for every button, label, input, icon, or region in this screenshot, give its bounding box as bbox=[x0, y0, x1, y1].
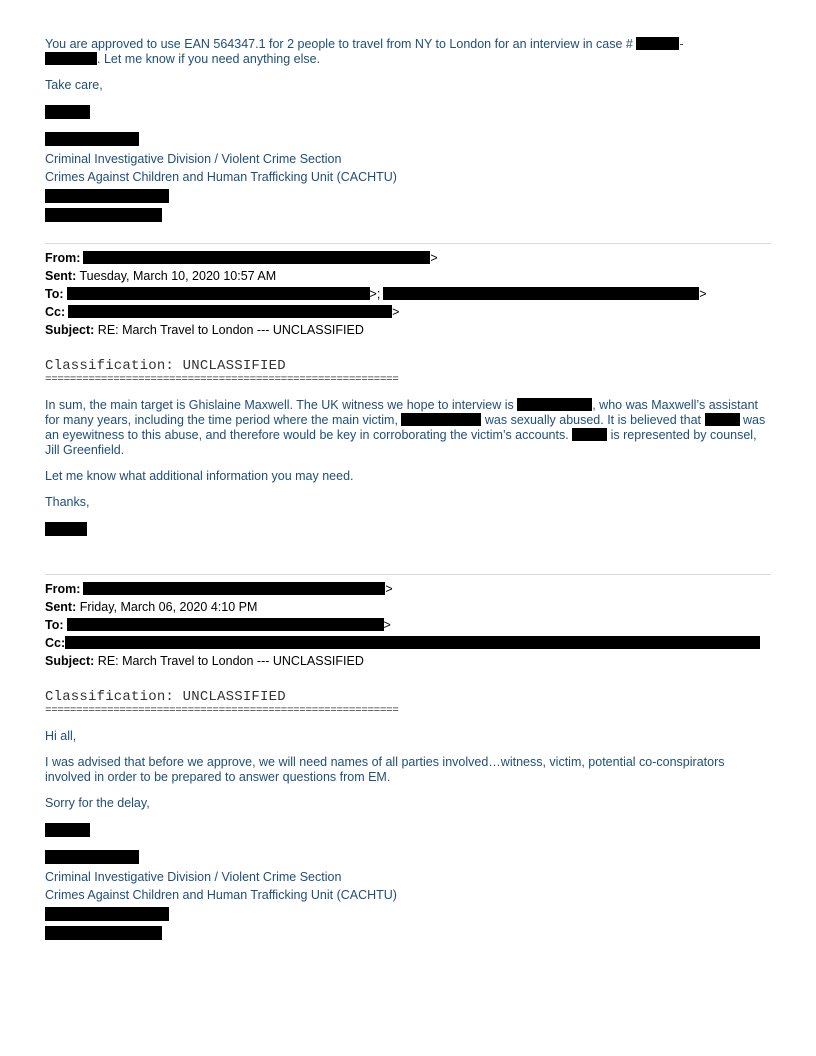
from-row bbox=[45, 580, 771, 598]
sent-label: Sent: bbox=[45, 600, 77, 614]
sent-value: Friday, March 06, 2020 4:10 PM bbox=[79, 600, 258, 614]
divider bbox=[45, 574, 771, 575]
cc-label: Cc: bbox=[45, 636, 66, 650]
email2-paragraph: I was advised that before we approve, we will need names of all parties involved…witness, victim, potential co-conspirators involved in order to be prepared to answer questions from EM. bbox=[45, 755, 725, 784]
intro-line-2: . Let me know if you need anything else. bbox=[97, 52, 321, 66]
closing-thanks: Thanks, bbox=[45, 495, 90, 509]
to-separator: >; bbox=[369, 287, 381, 301]
redaction bbox=[45, 522, 87, 536]
redaction bbox=[45, 132, 139, 146]
closing-sorry: Sorry for the delay, bbox=[45, 796, 150, 810]
redaction bbox=[68, 305, 392, 318]
to-suffix: > bbox=[383, 618, 391, 632]
redaction bbox=[67, 618, 384, 631]
redaction bbox=[45, 907, 169, 921]
from-suffix: > bbox=[385, 582, 393, 596]
classification-divider: ========================================================= bbox=[45, 375, 399, 386]
to-row bbox=[45, 616, 771, 634]
cc-suffix: > bbox=[392, 305, 400, 319]
email1-paragraph bbox=[45, 398, 771, 458]
signature-division: Criminal Investigative Division / Violent Crime Section bbox=[45, 870, 342, 884]
from-row bbox=[45, 249, 771, 267]
cc-row bbox=[45, 303, 771, 321]
sent-row bbox=[45, 598, 771, 616]
redaction bbox=[83, 582, 385, 595]
redaction bbox=[45, 823, 90, 837]
body-text: , who was Maxwell’s assistant for many years, including the time period where the main victim, bbox=[45, 398, 759, 427]
subject-label: Subject: bbox=[45, 323, 95, 337]
divider bbox=[45, 243, 771, 244]
from-label: From: bbox=[45, 251, 81, 265]
classification-divider: ========================================================= bbox=[45, 706, 399, 717]
email-thread bbox=[45, 30, 771, 940]
redaction bbox=[45, 926, 162, 940]
redaction bbox=[65, 636, 760, 649]
to-suffix: > bbox=[699, 287, 707, 301]
body-text: In sum, the main target is Ghislaine Maxwell. The UK witness we hope to interview is bbox=[45, 398, 514, 412]
classification-banner: Classification: UNCLASSIFIED bbox=[45, 689, 286, 705]
email-header-1 bbox=[45, 249, 771, 339]
to-label: To: bbox=[45, 618, 64, 632]
sent-value: Tuesday, March 10, 2020 10:57 AM bbox=[79, 269, 277, 283]
email-header-2 bbox=[45, 580, 771, 670]
redaction bbox=[572, 428, 607, 441]
body-text: is represented by counsel, Jill Greenfield. bbox=[45, 428, 757, 457]
subject-row bbox=[45, 652, 771, 670]
redaction bbox=[383, 287, 699, 300]
to-label: To: bbox=[45, 287, 64, 301]
signature-unit: Crimes Against Children and Human Trafficking Unit (CACHTU) bbox=[45, 888, 397, 902]
from-label: From: bbox=[45, 582, 81, 596]
sent-row bbox=[45, 267, 771, 285]
to-row bbox=[45, 285, 771, 303]
redaction bbox=[45, 850, 139, 864]
cc-row bbox=[45, 634, 771, 652]
sent-label: Sent: bbox=[45, 269, 77, 283]
subject-value: RE: March Travel to London --- UNCLASSIFIED bbox=[97, 323, 364, 337]
redaction bbox=[636, 37, 679, 50]
subject-value: RE: March Travel to London --- UNCLASSIFIED bbox=[97, 654, 364, 668]
redaction bbox=[45, 189, 169, 203]
redaction bbox=[83, 251, 430, 264]
intro-paragraph bbox=[45, 37, 771, 67]
redaction bbox=[517, 398, 592, 411]
intro-line-1: You are approved to use EAN 564347.1 for 2 people to travel from NY to London for an interview in case # bbox=[45, 37, 633, 51]
redaction bbox=[45, 52, 97, 65]
redaction bbox=[705, 413, 740, 426]
closing-take-care: Take care, bbox=[45, 78, 103, 92]
redaction bbox=[45, 105, 90, 119]
subject-label: Subject: bbox=[45, 654, 95, 668]
signature-division: Criminal Investigative Division / Violent Crime Section bbox=[45, 152, 342, 166]
body-text: was sexually abused. It is believed that bbox=[484, 413, 702, 427]
redaction bbox=[401, 413, 481, 426]
redaction bbox=[45, 208, 162, 222]
email1-paragraph-2: Let me know what additional information you may need. bbox=[45, 469, 354, 483]
classification-banner: Classification: UNCLASSIFIED bbox=[45, 358, 286, 374]
cc-label: Cc: bbox=[45, 305, 66, 319]
subject-row bbox=[45, 321, 771, 339]
greeting: Hi all, bbox=[45, 729, 77, 743]
intro-dash: - bbox=[679, 37, 684, 51]
signature-unit: Crimes Against Children and Human Trafficking Unit (CACHTU) bbox=[45, 170, 397, 184]
redaction bbox=[67, 287, 370, 300]
body-text: was an eyewitness to this abuse, and therefore would be key in corroborating the victim’s accounts. bbox=[45, 413, 766, 442]
from-suffix: > bbox=[430, 251, 438, 265]
